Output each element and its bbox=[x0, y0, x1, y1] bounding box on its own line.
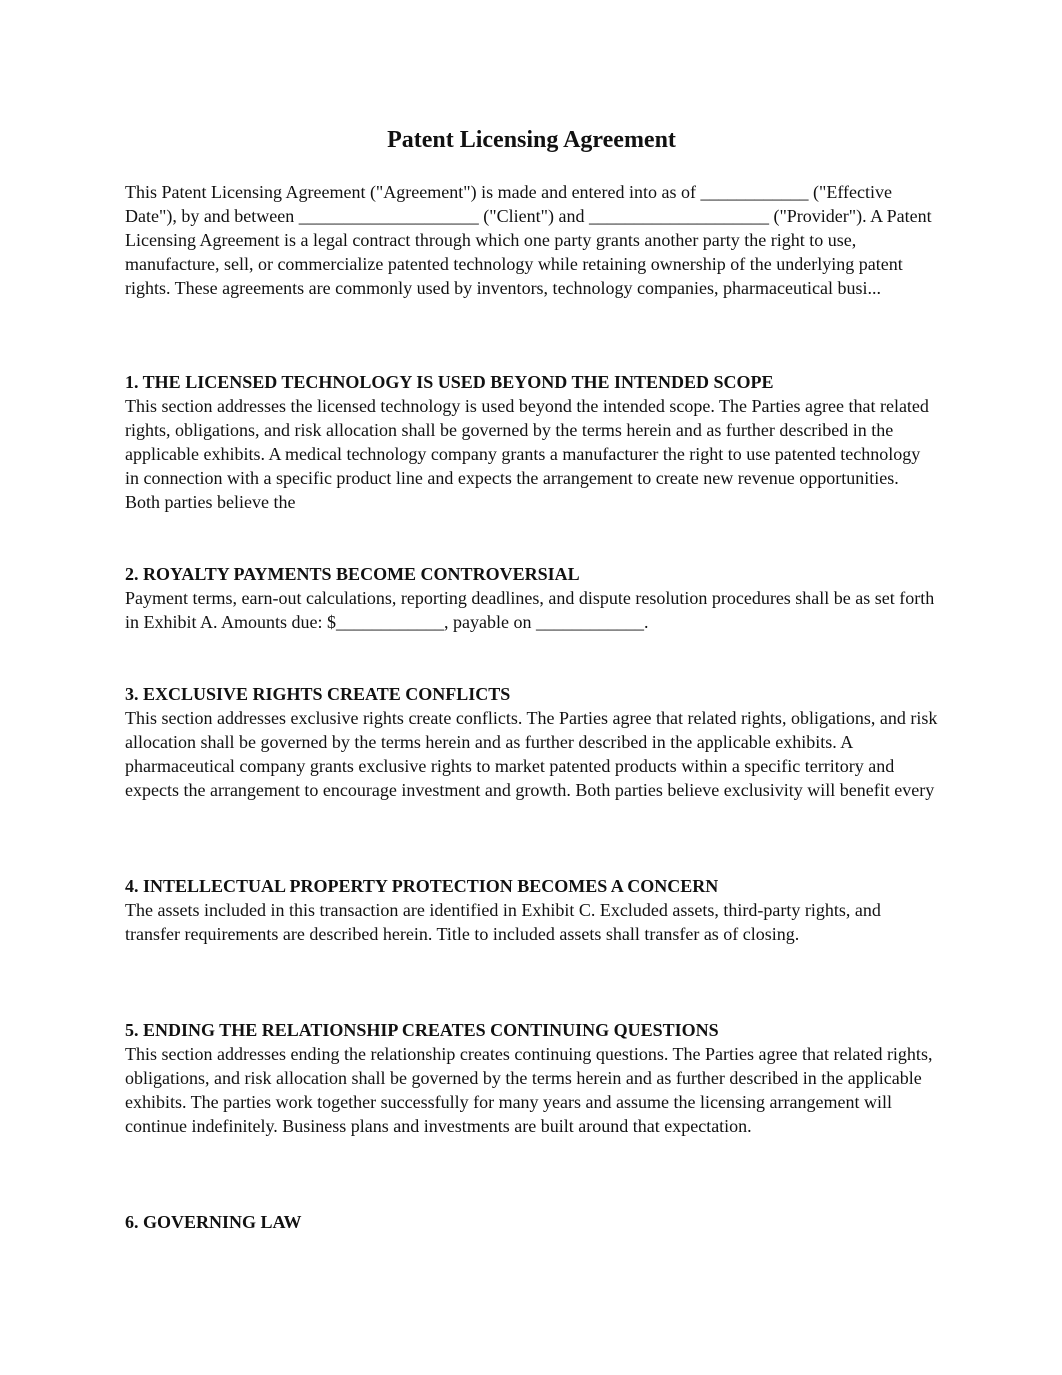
document-title: Patent Licensing Agreement bbox=[387, 127, 676, 153]
section-body: The assets included in this transaction are identified in Exhibit C. Excluded assets, third-party rights, and transfer requirements are described herein. Title to included assets shall transfer as of closing. bbox=[125, 900, 881, 944]
section-body: This section addresses ending the relationship creates continuing questions. The Parties agree that related rights, obligations, and risk allocation shall be governed by the terms herein and as further described in the applicable exhibits. The parties work together successfully for many years and assume the licensing arrangement will continue indefinitely. Business plans and investments are built around that expectation. bbox=[125, 1044, 933, 1136]
intro-paragraph: This Patent Licensing Agreement ("Agreement") is made and entered into as of ____________ ("Effective Date"), by and between ____________________ ("Client") and ____________________ ("Provider"). A Patent Licensing Agreement is a legal contract through which one party grants another party the right to use, manufacture, sell, or commercialize patented technology while retaining ownership of the underlying patent rights. These agreements are commonly used by inventors, technology companies, pharmaceutical busi... bbox=[125, 182, 932, 298]
section-heading: 3. EXCLUSIVE RIGHTS CREATE CONFLICTS bbox=[125, 684, 511, 704]
section-heading: 2. ROYALTY PAYMENTS BECOME CONTROVERSIAL bbox=[125, 564, 580, 584]
section-exclusive-rights bbox=[125, 682, 938, 802]
section-heading: 1. THE LICENSED TECHNOLOGY IS USED BEYOND THE INTENDED SCOPE bbox=[125, 372, 774, 392]
section-heading: 6. GOVERNING LAW bbox=[125, 1212, 302, 1232]
section-body: Payment terms, earn-out calculations, reporting deadlines, and dispute resolution procedures shall be as set forth in Exhibit A. Amounts due: $____________, payable on ____________. bbox=[125, 588, 935, 632]
section-heading: 4. INTELLECTUAL PROPERTY PROTECTION BECOMES A CONCERN bbox=[125, 876, 719, 896]
section-ending-relationship bbox=[125, 1018, 938, 1138]
section-royalty-payments bbox=[125, 562, 938, 634]
section-ip-protection bbox=[125, 874, 938, 946]
section-body: This section addresses exclusive rights create conflicts. The Parties agree that related rights, obligations, and risk allocation shall be governed by the terms herein and as further described in the applicable exhibits. A pharmaceutical company grants exclusive rights to market patented products within a specific territory and expects the arrangement to encourage investment and growth. Both parties believe exclusivity will benefit every bbox=[125, 708, 938, 800]
section-body: This section addresses the licensed technology is used beyond the intended scope. The Parties agree that related rights, obligations, and risk allocation shall be governed by the terms herein and as further described in the applicable exhibits. A medical technology company grants a manufacturer the right to use patented technology in connection with a specific product line and expects the arrangement to create new revenue opportunities. Both parties believe the bbox=[125, 396, 929, 512]
section-heading: 5. ENDING THE RELATIONSHIP CREATES CONTINUING QUESTIONS bbox=[125, 1020, 719, 1040]
section-licensed-technology bbox=[125, 370, 938, 514]
section-governing-law bbox=[125, 1210, 938, 1234]
